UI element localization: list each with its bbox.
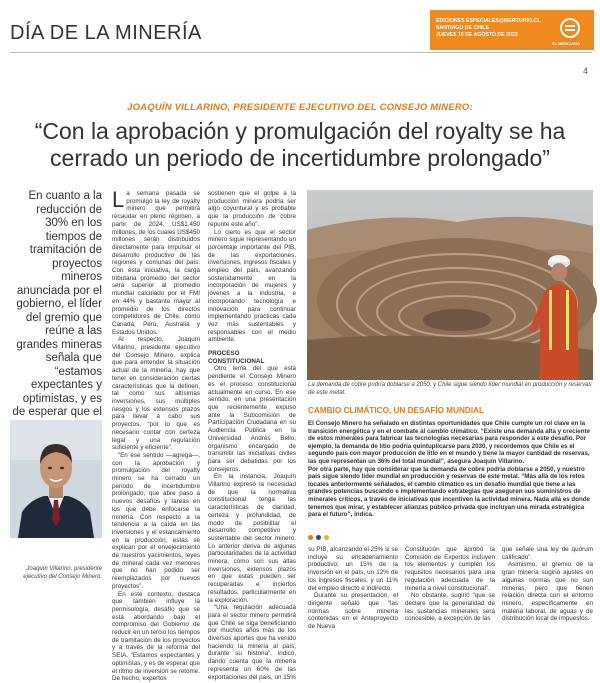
orange-dot-icon bbox=[308, 535, 313, 540]
article-column-2 bbox=[208, 190, 296, 681]
article-paragraph: Durante su presentación, el dirigente señaló que “las normas sobre minería contenidas en el Anteproyecto de Nueva bbox=[308, 592, 398, 631]
drop-cap: L bbox=[112, 187, 125, 212]
sidebar-paragraph: El Consejo Minero ha señalado en distintas oportunidades que Chile cumple un rol clave en la transición energética y en el combate al cambio climático. “Existe una demanda alta y creciente de estos minerales para fabricar las tecnologías necesarias para responder a este desafío. Por ejemplo, la demanda de litio podría quintuplicarse para 2030, y recordemos que Chile es el segundo país con mayor producción de litio en el mundo y tiene la mayor cantidad de reservas, las que representan un 36% del total mundial”, asegura Joaquín Villarino. bbox=[308, 420, 590, 465]
portrait-illustration bbox=[10, 420, 102, 538]
article-column-1 bbox=[112, 187, 200, 683]
portrait-caption: Joaquín Villarino, presidente ejecutivo del Consejo Minero. bbox=[23, 566, 102, 580]
article-paragraph: su PIB, alcanzando el 25% si se incluye su encadenamiento productivo; un 15% de la inversión en el país, un 12% de los ingresos fiscales, y un 11% del empleo directo e indirecto. bbox=[308, 546, 398, 592]
article-paragraph: Lo cierto es que el sector minero sigue representando un porcentaje importante del PIB, de las exportaciones, inversiones, ingresos fiscales y empleo del país, avanzando sostenidamente en la incorporación de mujeres y jóvenes a la industria, e incorporando tecnología e innovación para continuar implementando prácticas cada vez más sustentables y responsables con el medio ambiente. bbox=[208, 228, 296, 344]
edition-city: SANTIAGO DE CHILE bbox=[436, 25, 490, 31]
sidebar-paragraph: Por otra parte, hay que considerar que la demanda de cobre podría doblarse a 2050, y nuestro país sigue siendo líder mundial en producción y reservas de este metal. “Más allá de los retos locales anteriormente señalados, el cambio climático es un desafío mundial que tiene a las grandes potencias buscando e implementando estrategias que aseguren sus suministros de minerales críticos, a través de iniciativas que incentiven la actividad minera. Nada allá es donde tenemos que mirar, y establecer alianzas público privada que incluyan una mirada estratégica para el futuro”, indica. bbox=[308, 465, 590, 519]
photo-caption: La demanda de cobre podría doblarse a 2050, y Chile sigue siendo líder mundial en producción y reservas de este metal. bbox=[308, 382, 592, 396]
open-pit-mine-illustration bbox=[307, 190, 593, 380]
article-paragraph: Asimismo, el gremio de la gran minería sugirió ajustes en algunas normas que no son mineras, pero que tienen relación directa con el entorno minero, específicamente en materia laboral, de aguas y de distribución local de impuestos. bbox=[502, 561, 593, 623]
header-divider bbox=[10, 52, 592, 53]
decorative-dots bbox=[308, 527, 332, 545]
newspaper-logo-text: EL MERCURIO bbox=[552, 41, 580, 46]
article-paragraph: “En ese sentido —agrega—, con la aprobación y promulgación del royalty minero se ha cerrado un periodo de incertidumbre prolongado, que abre paso a nuevos desafíos y tareas en los que debe enfocarse la minería. Con respecto a la tendencia a la caída en las inversiones y el estancamiento en la producción, estas se explican por el envejecimiento de nuestros yacimientos, leyes de mineral cada vez menores que no han podido ser reemplazados por nuevos proyectos”. bbox=[112, 451, 200, 590]
article-paragraph: En la instancia, Joaquín Villarino expresó la necesidad de que la normativa constitucional tenga las características de claridad, certeza y profundidad, de modo de posibilitar el desarrollo competitivo y sustentable del sector minero. Lo anterior deriva de algunas particularidades de la actividad minera, como son sus altas inversiones, extensos plazos en que estas pueden ser recuperadas e inciertos resultados, particularmente en la exploración. bbox=[208, 473, 296, 604]
portrait-photo bbox=[10, 420, 102, 538]
article-paragraph: En este contexto, destaca que también influye la permisología, desafío que se está abordando bajo el compromiso del Gobierno de reducir en un tercio los tiempos de tramitación de los proyectos y a través de la reforma del SEIA. “Estamos expectantes y optimistas, y es de esperar que el ritmo de inversión se retome. De hecho, expertos bbox=[112, 590, 200, 683]
subheading: PROCESO CONSTITUCIONAL bbox=[208, 350, 265, 365]
article-paragraph: Constitución que aprobó la Comisión de Expertos incluyen los elementos y cumplen los requisitos necesarios para una regulación adecuada de la minería a nivel constitucional”. bbox=[405, 546, 495, 592]
article-headline: “Con la aprobación y promulgación del royalty se ha cerrado un periodo de incertidumbre prolongado” bbox=[34, 118, 566, 171]
article-paragraph: Al respecto, Joaquín Villarino, presidente ejecutivo del Consejo Minero, explica que para entender la situación actual de la minería, hay que tener en consideración ciertas características que la definen, tal como sus altísimas inversiones, sus múltiples riesgos y los extensos plazos para llevar a cabo sus proyectos, “por lo que es necesario contar con certeza legal y una regulación suficiente y eficiente”. bbox=[112, 336, 200, 452]
article-paragraph: Otro tema del que está pendiente el Consejo Minero es el proceso constitucional actualmente en curso. En ese sentido, en una presentación que recientemente expuso ante la Subcomisión de Participación Ciudadana en su Audiencia Pública en la Universidad Andrés Bello, organismo encargado de transmitir las iniciativas civiles para ser debatidas por los consejeros. bbox=[208, 365, 296, 473]
edition-banner bbox=[430, 10, 594, 50]
edition-date: JUEVES 10 DE AGOSTO DE 2023 bbox=[436, 32, 518, 38]
article-paragraph: que señale una ley de quórum calificado”. bbox=[502, 546, 593, 561]
article-paragraph: No obstante, sugirió “que se declare que la generalidad de las sustancias minerales será concesible, a excepción de las bbox=[405, 592, 495, 623]
edition-email: EDICIONES ESPECIALES@MERCURIO.CL bbox=[436, 18, 541, 24]
pull-quote: En cuanto a la reducción de 30% en los tiempos de tramitación de proyectos mineros anunciada por el gobierno, el líder del gremio que reúne a las grandes mineras señala que “estamos expectantes y optimistas, y es de esperar que el bbox=[12, 190, 102, 418]
yellow-dot-icon bbox=[324, 535, 329, 540]
section-title: DÍA DE LA MINERÍA bbox=[10, 22, 202, 44]
article-column-3 bbox=[308, 546, 398, 631]
article-column-5 bbox=[502, 546, 593, 622]
blue-dot-icon bbox=[316, 535, 321, 540]
newspaper-logo-icon bbox=[560, 18, 580, 38]
article-paragraph: “Una regulación adecuada para el sector minero permitirá que Chile se siga beneficiando por muchos años más de los diversos aportes que ha venido haciendo la minería al país, durante su historia”, indicó, dando cuenta que la minería representa un 60% de las exportaciones del país, un 15% bbox=[208, 604, 296, 681]
mine-photo bbox=[307, 190, 593, 380]
article-text: a semana pasada se promulgó la ley de royalty minero que permitirá recaudar en pleno régimen, a partir de 2024, US$1.450 millones, de los cuales US$450 millones serán distribuidos directamente para impulsar el desarrollo productivo de las regiones y comunas del país. Con esta iniciativa, la carga tributaria promedio del sector será superior al promedio mundial calculado por el FMI en 44% y bastante mayor al promedio de los directos competidores de Chile, como Canadá, Perú, Australia y Estados Unidos. bbox=[112, 190, 200, 336]
article-paragraph: sostienen que el golpe a la producción minera podría ser algo coyuntural y es probable que la producción de cobre repunte este año”. bbox=[208, 190, 296, 228]
sidebar-body bbox=[308, 420, 593, 519]
article-column-4 bbox=[405, 546, 495, 622]
article-paragraph bbox=[112, 187, 200, 336]
page-header bbox=[0, 0, 600, 58]
article-kicker: JOAQUÍN VILLARINO, PRESIDENTE EJECUTIVO DEL CONSEJO MINERO: bbox=[127, 102, 473, 113]
page-number: 4 bbox=[582, 66, 588, 76]
sidebar-title: CAMBIO CLIMÁTICO, UN DESAFÍO MUNDIAL bbox=[308, 406, 485, 415]
